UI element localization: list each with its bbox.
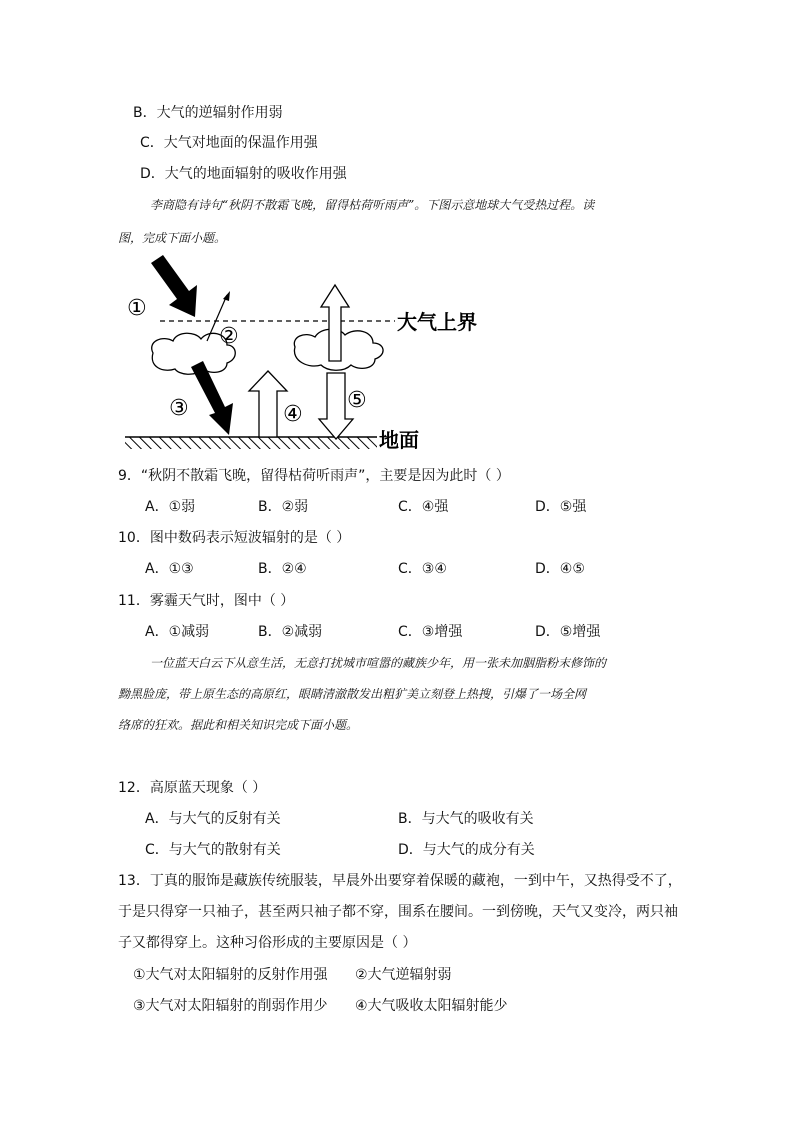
q9-option-c: C．④强 <box>398 499 449 515</box>
q13-option-3: ③大气对太阳辐射的削弱作用少 <box>133 998 328 1014</box>
label-arrow-4: ④ <box>283 402 303 427</box>
q13-option-1: ①大气对太阳辐射的反射作用强 <box>133 967 328 983</box>
q13-stem-line-3: 子又都得穿上。这种习俗形成的主要原因是（ ） <box>118 935 417 951</box>
q13-option-4: ④大气吸收太阳辐射能少 <box>355 998 508 1014</box>
q11-stem: 11．雾霾天气时，图中（ ） <box>118 593 295 609</box>
intro-1-line-1: 李商隐有诗句“秋阴不散霜飞晚，留得枯荷听雨声”。下图示意地球大气受热过程。读 <box>150 198 595 212</box>
q11-option-a: A．①减弱 <box>145 624 210 640</box>
label-atmosphere-top: 大气上界 <box>397 310 477 334</box>
q9-option-a: A．①弱 <box>145 499 196 515</box>
q13-option-2: ②大气逆辐射弱 <box>355 967 452 983</box>
q12-option-a: A．与大气的反射有关 <box>145 811 281 827</box>
q9-option-b: B．②弱 <box>258 499 309 515</box>
arrow-2-head <box>223 291 230 301</box>
intro-1-line-2: 图，完成下面小题。 <box>118 231 227 245</box>
label-ground: 地面 <box>379 428 419 452</box>
q9-option-d: D．⑤强 <box>535 499 587 515</box>
q10-option-c: C．③④ <box>398 561 447 577</box>
label-arrow-2: ② <box>219 324 239 349</box>
q10-stem: 10．图中数码表示短波辐射的是（ ） <box>118 530 351 546</box>
arrow-4-icon <box>249 371 287 437</box>
q8-option-c: C．大气对地面的保温作用强 <box>140 135 318 151</box>
intro-2-line-3: 络席的狂欢。据此和相关知识完成下面小题。 <box>118 718 359 732</box>
intro-2-line-1: 一位蓝天白云下从意生活，无意打扰城市喧嚣的藏族少年，用一张未加胭脂粉末修饰的 <box>150 656 607 670</box>
label-arrow-3: ③ <box>169 396 189 421</box>
q13-stem-line-1: 13．丁真的服饰是藏族传统服装，早晨外出要穿着保暖的藏袍，一到中午，又热得受不了， <box>118 873 682 889</box>
q12-option-b: B．与大气的吸收有关 <box>398 811 534 827</box>
q12-option-c: C．与大气的散射有关 <box>145 842 281 858</box>
q12-stem: 12．高原蓝天现象（ ） <box>118 780 267 796</box>
q10-option-d: D．④⑤ <box>535 561 585 577</box>
label-arrow-1: ① <box>127 296 147 321</box>
ground-hatch <box>125 437 377 449</box>
q13-stem-line-2: 于是只得穿一只袖子，甚至两只袖子都不穿，围系在腰间。一到傍晚，天气又变冷，两只袖 <box>118 904 678 920</box>
q10-option-b: B．②④ <box>258 561 307 577</box>
label-arrow-5: ⑤ <box>347 388 367 413</box>
intro-2-line-2: 黝黑脸庞，带上原生态的高原红，眼睛清澈散发出粗犷美立刻登上热搜，引爆了一场全网 <box>118 687 587 701</box>
arrow-1-icon <box>151 255 197 317</box>
q9-stem: 9．“秋阴不散霜飞晚，留得枯荷听雨声”，主要是因为此时（ ） <box>118 468 510 484</box>
q11-option-d: D．⑤增强 <box>535 624 601 640</box>
q11-option-c: C．③增强 <box>398 624 463 640</box>
q8-option-b: B．大气的逆辐射作用弱 <box>133 105 283 121</box>
q10-option-a: A．①③ <box>145 561 194 577</box>
q11-option-b: B．②减弱 <box>258 624 323 640</box>
q8-option-d: D．大气的地面辐射的吸收作用强 <box>140 166 347 182</box>
q12-option-d: D．与大气的成分有关 <box>398 842 535 858</box>
atmosphere-heating-diagram <box>115 255 505 455</box>
